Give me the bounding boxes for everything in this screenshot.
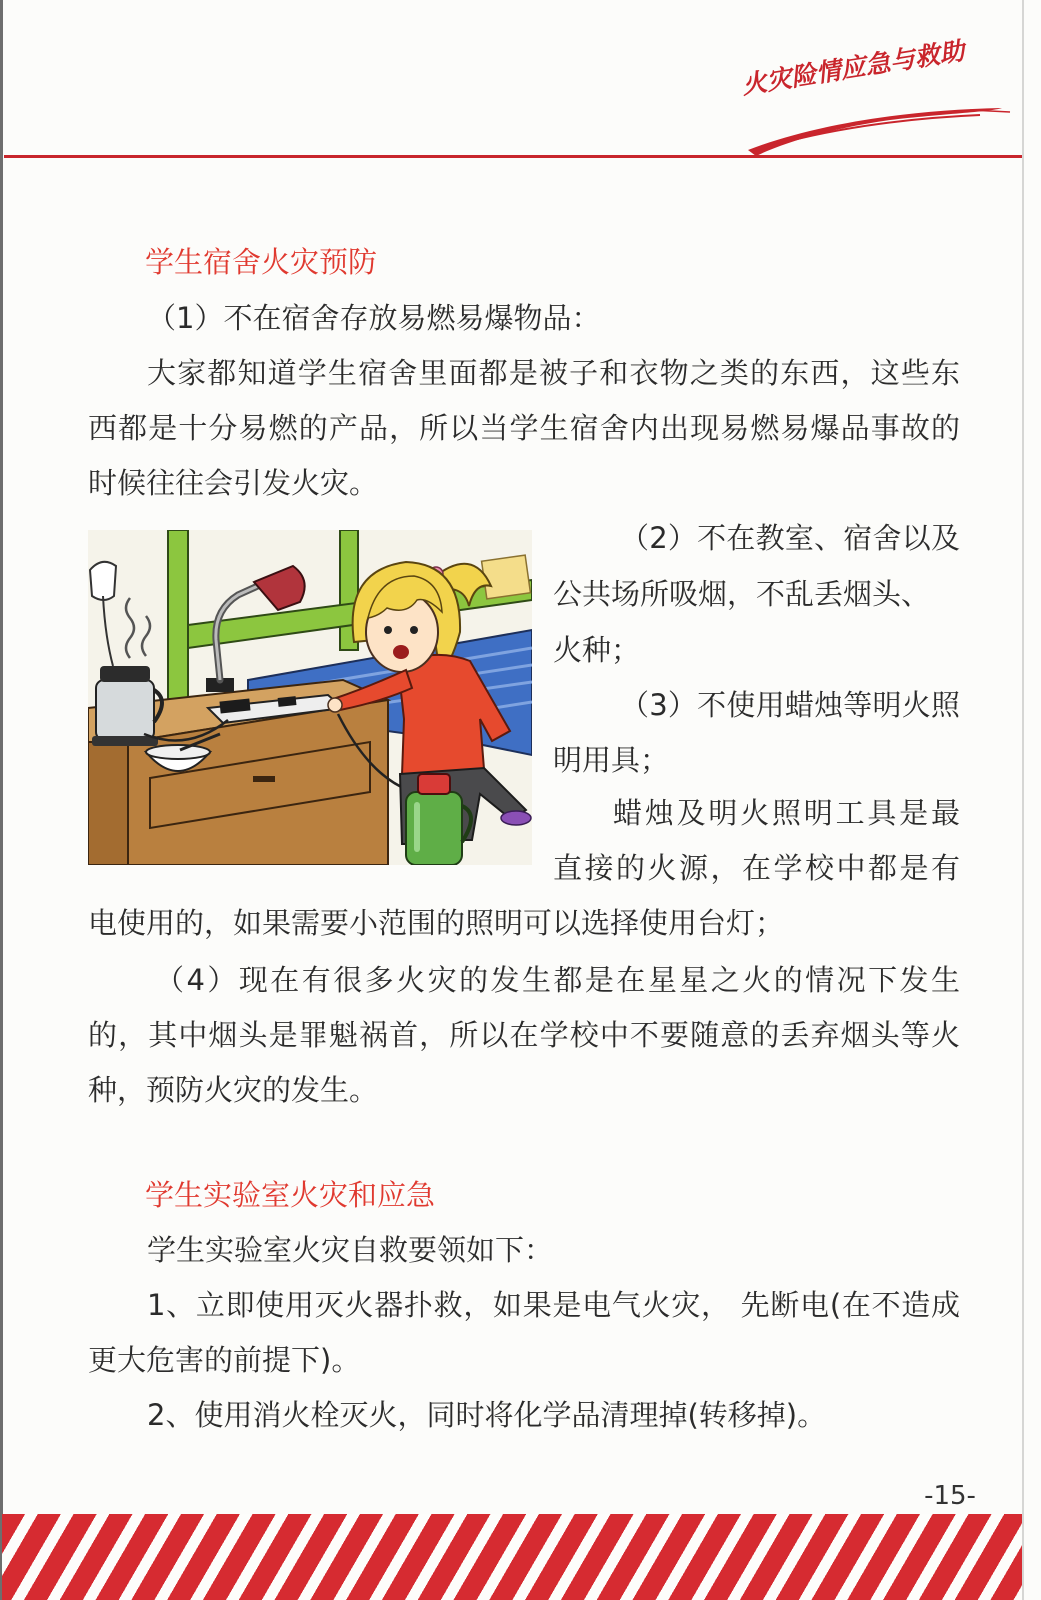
- item4-line: 的，其中烟头是罪魁祸首，所以在学校中不要随意的丢弃烟头等火: [88, 1018, 960, 1052]
- dorm-fire-hazard-illustration: [88, 530, 532, 865]
- section-heading-dorm: 学生宿舍火灾预防: [145, 245, 378, 279]
- item3-line: （3）不使用蜡烛等明火照: [620, 688, 960, 722]
- section-heading-lab: 学生实验室火灾和应急: [145, 1178, 436, 1212]
- item3-line: 明用具；: [553, 743, 670, 777]
- item2-line: 公共场所吸烟，不乱丢烟头、: [553, 577, 931, 611]
- item1-text-line: 西都是十分易燃的产品，所以当学生宿舍内出现易燃易爆品事故的: [88, 411, 960, 445]
- page-number: -15-: [924, 1481, 976, 1511]
- item1-text-line: 时候往往会引发火灾。: [88, 466, 379, 500]
- lab-intro: 学生实验室火灾自救要领如下：: [147, 1233, 554, 1267]
- page-right-edge: [1022, 0, 1024, 1600]
- page-left-edge: [0, 0, 3, 1600]
- lab-step2: 2、使用消火栓灭火，同时将化学品清理掉(转移掉)。: [147, 1398, 827, 1432]
- item3-text-line: 蜡烛及明火照明工具是最: [613, 796, 960, 830]
- brush-stroke: [740, 88, 1012, 158]
- footer-stripe-band: [2, 1514, 1022, 1600]
- item4-line: （4）现在有很多火灾的发生都是在星星之火的情况下发生: [155, 963, 960, 997]
- lab-step1-line: 1、立即使用灭火器扑救，如果是电气火灾， 先断电(在不造成: [147, 1288, 960, 1322]
- sticky-note: [482, 555, 531, 599]
- chapter-title: 火灾险情应急与救助: [739, 35, 967, 100]
- item2-line: （2）不在教室、宿舍以及: [620, 521, 960, 555]
- item2-line: 火种；: [553, 633, 641, 667]
- item3-text-line: 直接的火源，在学校中都是有: [553, 851, 960, 885]
- item1-title: （1）不在宿舍存放易燃易爆物品：: [147, 301, 601, 335]
- item3-text-line: 电使用的，如果需要小范围的照明可以选择使用台灯；: [88, 906, 785, 940]
- item4-line: 种，预防火灾的发生。: [88, 1073, 379, 1107]
- header-divider: [4, 155, 1022, 158]
- item1-text-line: 大家都知道学生宿舍里面都是被子和衣物之类的东西，这些东: [147, 356, 960, 390]
- lab-step1-line: 更大危害的前提下)。: [88, 1343, 361, 1377]
